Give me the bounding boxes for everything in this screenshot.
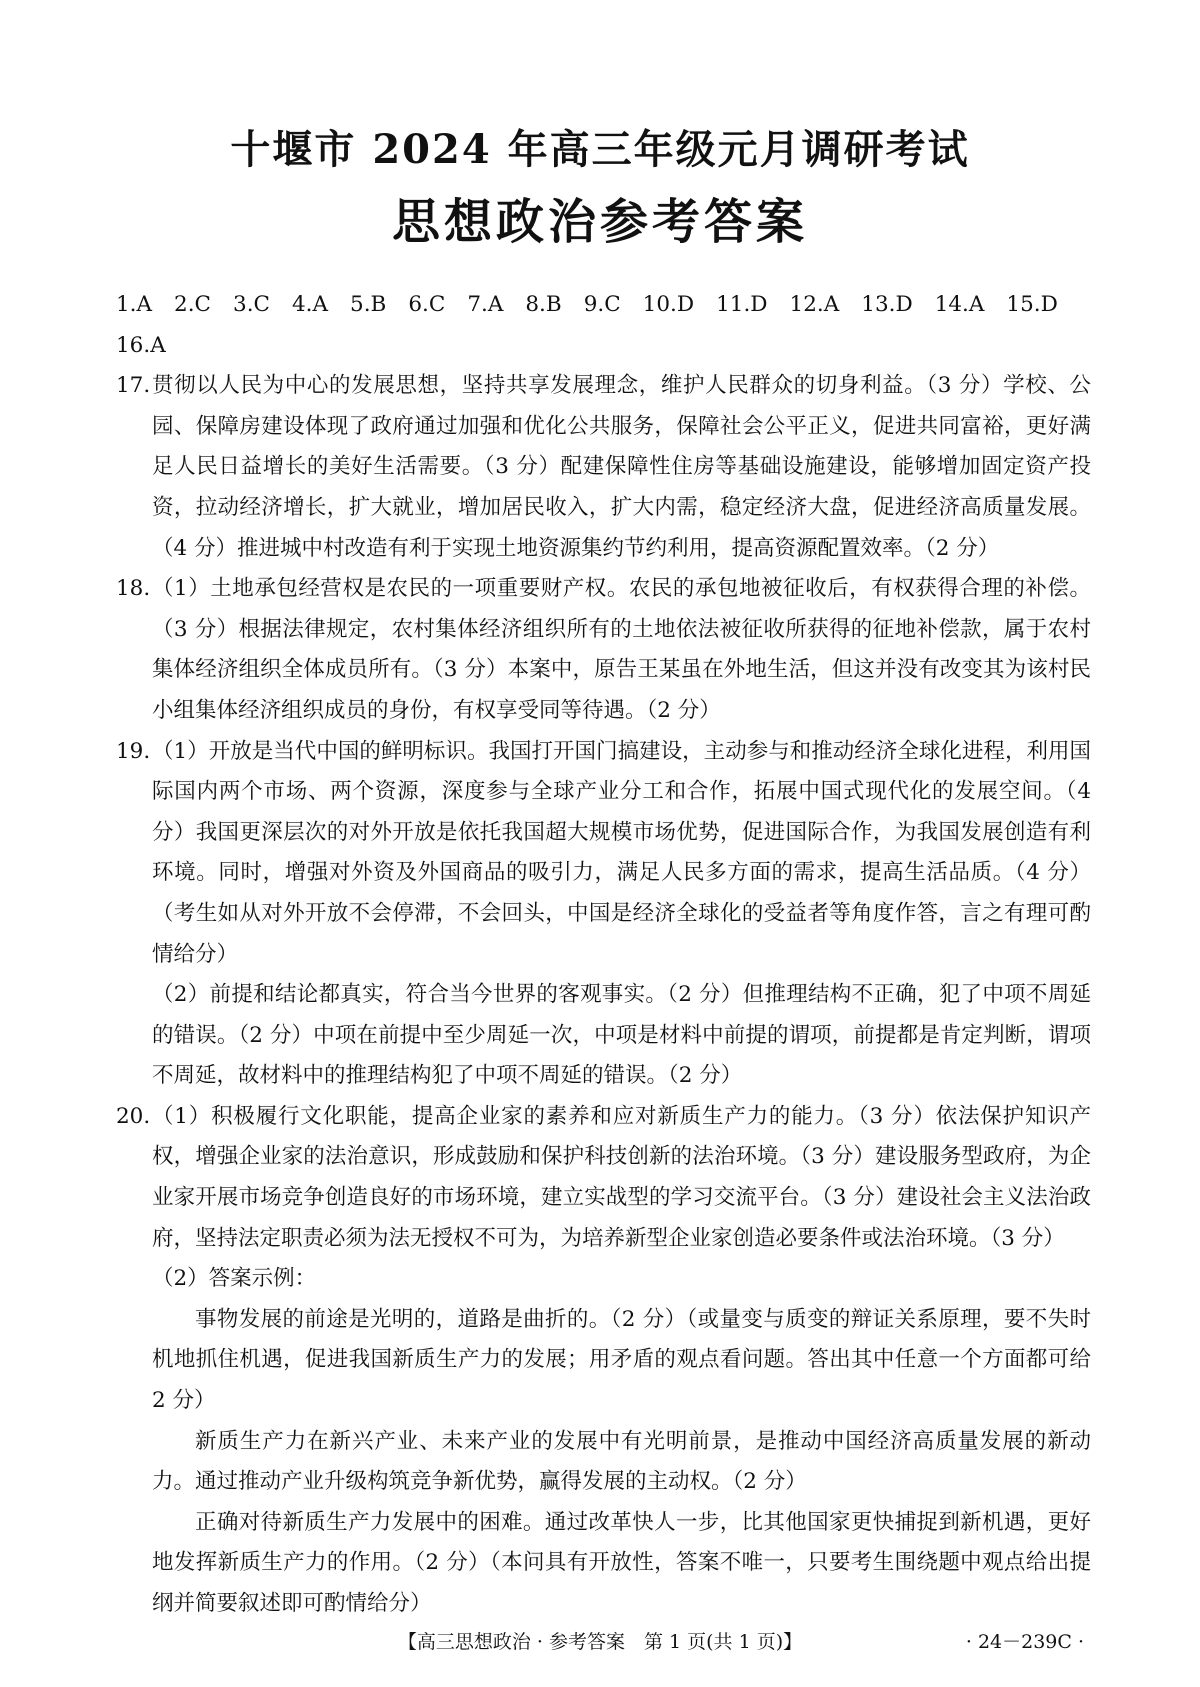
mc-answer: 3.C — [233, 292, 270, 317]
mc-answer: 10.D — [642, 292, 695, 317]
page-footer — [0, 1627, 1200, 1657]
answer-part-1: （1）开放是当代中国的鲜明标识。我国打开国门搞建设，主动参与和推动经济全球化进程，利用国际国内两个市场、两个资源，深度参与全球产业分工和合作，拓展中国式现代化的发展空间。（4 分）我国更深层次的对外开放是依托我国超大规模市场优势，促进国际合作，为我国发展创造有利环境。同时，增强对外资及外国商品的吸引力，满足人民多方面的需求，提高生活品质。（4 分）（考生如从对外开放不会停滞，不会回头，中国是经济全球化的受益者等角度作答，言之有理可酌情给分） — [152, 738, 1091, 967]
mc-answer: 6.C — [408, 292, 446, 317]
mc-answer: 11.D — [716, 292, 768, 317]
answer-example-1: 事物发展的前途是光明的，道路是曲折的。（2 分）（或量变与质变的辩证关系原理，要不失时机地抓住机遇，促进我国新质生产力的发展；用矛盾的观点看问题。答出其中任意一个方面都可给 2 分） — [152, 1306, 1091, 1414]
mc-answer: 4.A — [291, 292, 329, 317]
answer-example-3: 正确对待新质生产力发展中的困难。通过改革快人一步，比其他国家更快捕捉到新机遇，更好地发挥新质生产力的作用。（2 分）（本问具有开放性，答案不唯一，只要考生围绕题中观点给出提纲并简要叙述即可酌情给分） — [152, 1509, 1091, 1616]
mc-answer: 8.B — [525, 292, 562, 317]
answer-example-2: 新质生产力在新兴产业、未来产业的发展中有光明前景，是推动中国经济高质量发展的新动力。通过推动产业升级构筑竞争新优势，赢得发展的主动权。（2 分） — [152, 1428, 1091, 1495]
answer-content — [116, 285, 1091, 1625]
mc-answer: 14.A — [934, 292, 985, 317]
multiple-choice-answers — [116, 285, 1091, 366]
question-20 — [116, 1097, 1091, 1625]
exam-title: 十堰市 2024 年高三年级元月调研考试 — [230, 126, 970, 173]
mc-answer: 9.C — [583, 292, 621, 317]
answer-part-2-label: （2）答案示例： — [152, 1266, 317, 1292]
mc-answer: 5.B — [350, 292, 387, 317]
answer-text: （1）土地承包经营权是农民的一项重要财产权。农民的承包地被征收后，有权获得合理的补偿。（3 分）根据法律规定，农村集体经济组织所有的土地依法被征收所获得的征地补偿款，属于农村集体经济组织全体成员所有。（3 分）本案中，原告王某虽在外地生活，但这并没有改变其为该村民小组集体经济组织成员的身份，有权享受同等待遇。（2 分） — [152, 576, 1091, 723]
answer-key-title: 思想政治参考答案 — [391, 194, 808, 250]
mc-answer: 15.D — [1006, 292, 1058, 317]
question-number: 20. — [116, 1103, 151, 1129]
mc-answer: 2.C — [174, 292, 212, 317]
question-17 — [116, 366, 1091, 569]
mc-answer: 1.A — [116, 292, 153, 317]
mc-answer: 13.D — [861, 292, 913, 317]
question-number: 18. — [116, 576, 151, 602]
question-19 — [116, 732, 1091, 1097]
answer-part-1: （1）积极履行文化职能，提高企业家的素养和应对新质生产力的能力。（3 分）依法保护知识产权，增强企业家的法治意识，形成鼓励和保护科技创新的法治环境。（3 分）建设服务型政府，为企业家开展市场竞争创造良好的市场环境，建立实战型的学习交流平台。（3 分）建设社会主义法治政府，坚持法定职责必须为法无授权不可为，为培养新型企业家创造必要条件或法治环境。（3 分） — [152, 1103, 1091, 1251]
answer-part-2: （2）前提和结论都真实，符合当今世界的客观事实。（2 分）但推理结构不正确，犯了中项不周延的错误。（2 分）中项在前提中至少周延一次，中项是材料中前提的谓项，前提都是肯定判断，谓项不周延，故材料中的推理结构犯了中项不周延的错误。（2 分） — [152, 982, 1091, 1089]
question-number: 19. — [116, 738, 151, 764]
mc-answer: 16.A — [116, 332, 166, 358]
mc-answer: 12.A — [789, 292, 840, 317]
question-18 — [116, 569, 1091, 731]
question-number: 17. — [116, 373, 151, 399]
footer-page-info: 【高三思想政治 · 参考答案 第 1 页(共 1 页)】 — [397, 1631, 803, 1653]
footer-doc-code: · 24－239C · — [965, 1631, 1084, 1653]
mc-answer: 7.A — [467, 292, 504, 317]
answer-text: 贯彻以人民为中心的发展思想，坚持共享发展理念，维护人民群众的切身利益。（3 分）学校、公园、保障房建设体现了政府通过加强和优化公共服务，保障社会公平正义，促进共同富裕，更好满足人民日益增长的美好生活需要。（3 分）配建保障性住房等基础设施建设，能够增加固定资产投资，拉动经济增长，扩大就业，增加居民收入，扩大内需，稳定经济大盘，促进经济高质量发展。（4 分）推进城中村改造有利于实现土地资源集约节约利用，提高资源配置效率。（2 分） — [152, 373, 1091, 561]
